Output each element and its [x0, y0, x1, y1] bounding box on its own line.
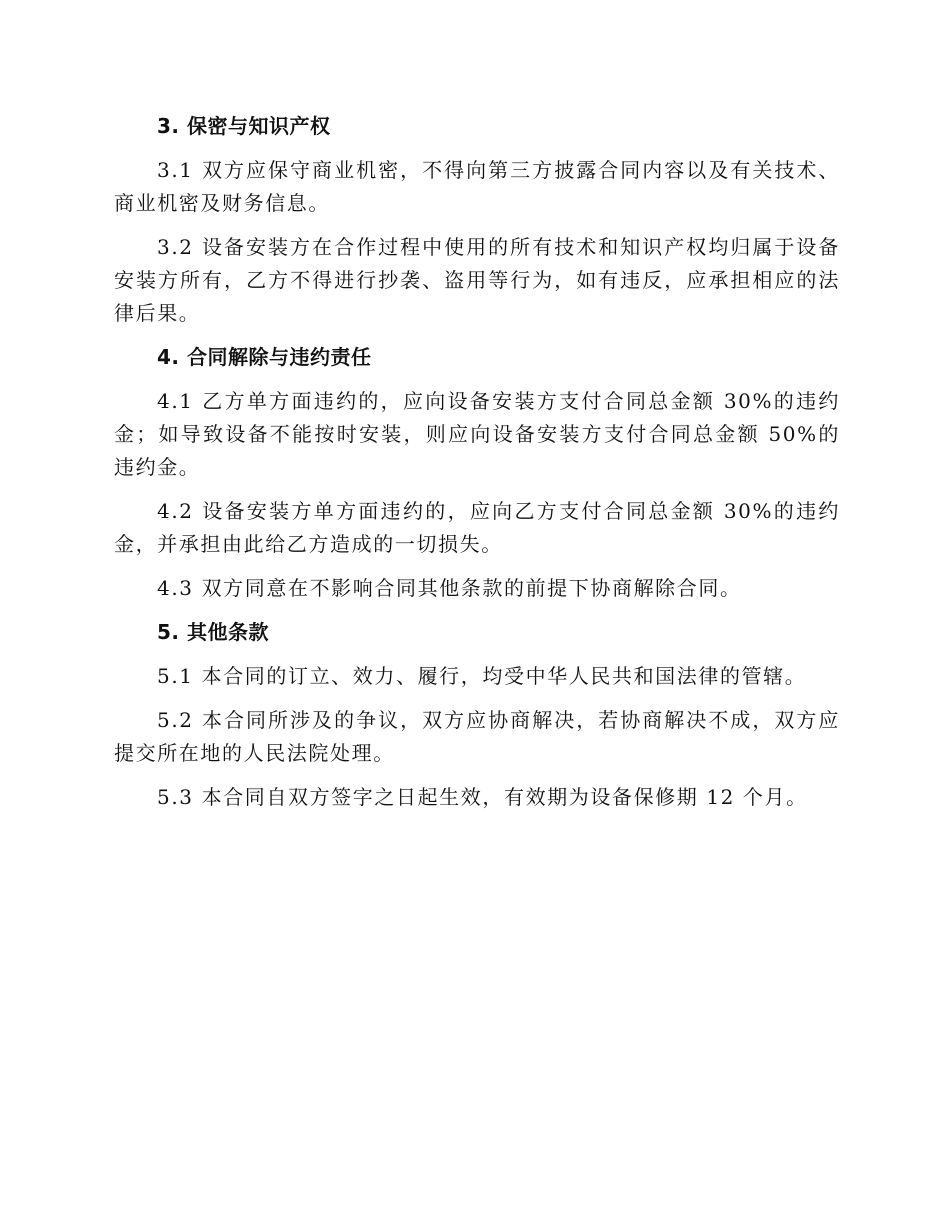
clause-3-1: 3.1 双方应保守商业机密，不得向第三方披露合同内容以及有关技术、商业机密及财务信息。: [114, 158, 840, 215]
clause-4-3: 4.3 双方同意在不影响合同其他条款的前提下协商解除合同。: [157, 576, 742, 600]
clause-3-2: 3.2 设备安装方在合作过程中使用的所有技术和知识产权均归属于设备安装方所有，乙方不得进行抄袭、盗用等行为，如有违反，应承担相应的法律后果。: [114, 235, 840, 325]
clause-5-3: 5.3 本合同自双方签字之日起生效，有效期为设备保修期 12 个月。: [157, 785, 808, 809]
section-heading-other-terms: 5. 其他条款: [157, 620, 269, 644]
clause-4-1: 4.1 乙方单方面违约的，应向设备安装方支付合同总金额 30%的违约金；如导致设备不能按时安装，则应向设备安装方支付合同总金额 50%的违约金。: [114, 389, 840, 479]
clause-4-2: 4.2 设备安装方单方面违约的，应向乙方支付合同总金额 30%的违约金，并承担由此给乙方造成的一切损失。: [114, 499, 840, 556]
clause-5-1: 5.1 本合同的订立、效力、履行，均受中华人民共和国法律的管辖。: [157, 664, 807, 688]
section-heading-confidentiality: 3. 保密与知识产权: [157, 114, 331, 138]
clause-5-2: 5.2 本合同所涉及的争议，双方应协商解决，若协商解决不成，双方应提交所在地的人民法院处理。: [114, 708, 840, 765]
document-body: [114, 110, 840, 825]
section-heading-termination: 4. 合同解除与违约责任: [157, 345, 372, 369]
